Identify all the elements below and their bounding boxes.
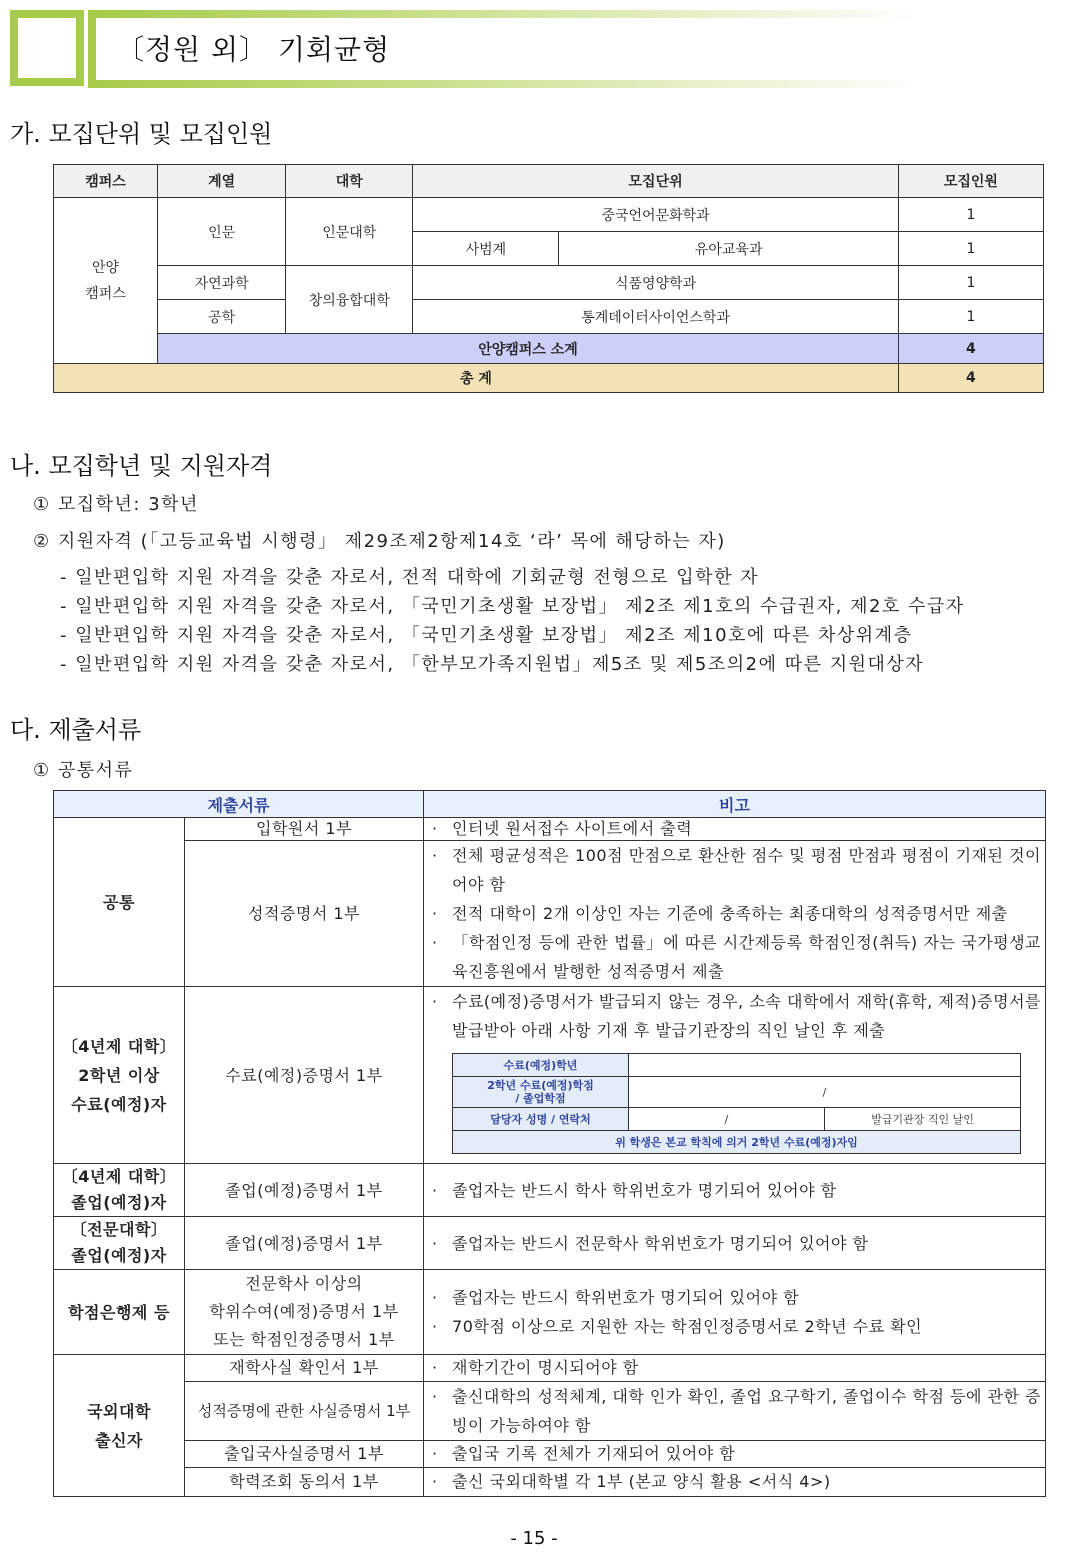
eligibility-bullet: - 일반편입학 지원 자격을 갖춘 자로서, 「한부모가족지원법」제5조 및 제5조의2에 따른 지원대상자 xyxy=(60,654,925,675)
note-text: 졸업자는 반드시 학위번호가 명기되어 있어야 함 xyxy=(452,1288,800,1307)
bullet-dot: · xyxy=(432,1233,438,1253)
note-text: 출입국 기록 전체가 기재되어 있어야 함 xyxy=(452,1444,736,1463)
note-cell xyxy=(424,841,1046,987)
category-line: 수료(예정)자 xyxy=(71,1094,167,1114)
note-text: 졸업자는 반드시 전문학사 학위번호가 명기되어 있어야 함 xyxy=(452,1233,869,1253)
grade-item: ① 모집학년: 3학년 xyxy=(33,494,199,515)
eligibility-bullet: - 일반편입학 지원 자격을 갖춘 자로서, 「국민기초생활 보장법」 제2조 제10호에 따른 차상위계층 xyxy=(60,625,913,646)
recruitment-table xyxy=(53,164,1044,393)
table-row xyxy=(54,1270,1046,1355)
form-value-contact: / xyxy=(629,1108,825,1131)
header-documents: 제출서류 xyxy=(54,791,424,818)
category-line: 2학년 이상 xyxy=(78,1065,160,1085)
form-label-contact: 담당자 성명 / 연락처 xyxy=(453,1108,629,1131)
unit-cell: 식품영양학과 xyxy=(413,266,898,300)
bullet-dot: · xyxy=(432,1288,438,1307)
unit-cell: 유아교육과 xyxy=(559,232,898,266)
bullet-dot: · xyxy=(432,1472,438,1491)
field-cell: 인문 xyxy=(158,198,286,266)
category-cell xyxy=(54,1164,185,1217)
banner-bar-decoration xyxy=(88,10,96,88)
college-cell: 창의융합대학 xyxy=(286,266,413,334)
form-label-credits xyxy=(453,1077,629,1108)
bullet-dot: · xyxy=(432,819,438,838)
table-row xyxy=(54,1164,1046,1217)
bullet-dot: · xyxy=(432,904,438,923)
note-cell xyxy=(424,1270,1046,1355)
banner-bottom-stripe xyxy=(96,80,926,88)
note-cell xyxy=(424,1468,1046,1497)
category-cell: 학점은행제 등 xyxy=(54,1270,185,1355)
table-row xyxy=(54,198,1044,232)
note-text: 「학점인정 등에 관한 법률」에 따른 시간제등록 학점인정(취득) 자는 국가평생교육진흥원에서 발행한 성적증명서 제출 xyxy=(452,933,1042,981)
note-text: 수료(예정)증명서가 발급되지 않는 경우, 소속 대학에서 재학(휴학, 제적)증명서를 발급받아 아래 사항 기재 후 발급기관장의 직인 날인 후 제출 xyxy=(452,992,1042,1040)
document-line: 또는 학점인정증명서 1부 xyxy=(213,1330,395,1349)
note-bullet xyxy=(432,818,1041,840)
form-label-line: 2학년 수료(예정)학점 xyxy=(487,1079,594,1092)
note-bullet xyxy=(432,1283,1041,1312)
form-row xyxy=(453,1108,1021,1131)
table-row xyxy=(54,1441,1046,1468)
table-header-row xyxy=(54,165,1044,198)
banner-top-stripe xyxy=(96,10,926,18)
bullet-dot: · xyxy=(432,933,438,952)
count-cell: 1 xyxy=(898,198,1043,232)
subtotal-row xyxy=(54,334,1044,364)
note-cell xyxy=(424,1164,1046,1217)
note-text: 출신대학의 성적체계, 대학 인가 확인, 졸업 요구학기, 졸업이수 학점 등에 관한 증빙이 가능하여야 함 xyxy=(452,1387,1042,1435)
category-cell xyxy=(54,1355,185,1497)
table-row xyxy=(54,266,1044,300)
note-bullet xyxy=(432,928,1041,986)
table-row xyxy=(54,300,1044,334)
table-header-row xyxy=(54,791,1046,818)
document-cell: 수료(예정)증명서 1부 xyxy=(185,987,424,1164)
table-row xyxy=(54,1217,1046,1270)
document-cell xyxy=(185,1270,424,1355)
header-field: 계열 xyxy=(158,165,286,198)
note-bullet xyxy=(432,1441,1041,1467)
section-heading-recruitment-units: 가. 모집단위 및 모집인원 xyxy=(10,120,273,148)
note-bullet xyxy=(432,1176,1041,1205)
table-row xyxy=(54,1355,1046,1382)
form-value-credits: / xyxy=(629,1077,1021,1108)
category-cell: 공통 xyxy=(54,818,185,987)
eligibility-item: ② 지원자격 (「고등교육법 시행령」 제29조제2항제14호 ‘라’ 목에 해당하는 자) xyxy=(33,531,726,552)
category-line: 출신자 xyxy=(95,1430,143,1450)
document-line: 전문학사 이상의 xyxy=(245,1274,363,1293)
bullet-dot: · xyxy=(432,846,438,865)
header-notes: 비고 xyxy=(424,791,1046,818)
document-line: 학위수여(예정)증명서 1부 xyxy=(209,1302,399,1321)
category-line: 국외대학 xyxy=(87,1401,151,1421)
note-bullet xyxy=(432,987,1041,1045)
college-cell: 인문대학 xyxy=(286,198,413,266)
header-campus: 캠퍼스 xyxy=(54,165,158,198)
campus-line2: 캠퍼스 xyxy=(85,285,126,302)
note-cell xyxy=(424,1217,1046,1270)
sub-category-cell: 사범계 xyxy=(413,232,559,266)
campus-line1: 안양 xyxy=(92,259,120,276)
campus-cell xyxy=(54,198,158,364)
table-row xyxy=(54,1382,1046,1441)
unit-cell: 중국언어문화학과 xyxy=(413,198,898,232)
category-cell xyxy=(54,987,185,1164)
bullet-dot: · xyxy=(432,1317,438,1336)
note-bullet xyxy=(432,1382,1041,1440)
form-row xyxy=(453,1131,1021,1154)
count-cell: 1 xyxy=(898,300,1043,334)
form-seal-cell: 발급기관장 직인 날인 xyxy=(825,1108,1021,1131)
note-text: 전적 대학이 2개 이상인 자는 기준에 충족하는 최종대학의 성적증명서만 제출 xyxy=(452,904,1008,923)
page-title: 〔정원 외〕 기회균형 xyxy=(116,33,391,66)
header-unit: 모집단위 xyxy=(413,165,898,198)
table-row xyxy=(54,841,1046,987)
note-bullet xyxy=(432,1229,1041,1258)
total-row xyxy=(54,364,1044,393)
note-bullet xyxy=(432,899,1041,928)
bullet-dot: · xyxy=(432,1387,438,1406)
document-cell: 성적증명서 1부 xyxy=(185,841,424,987)
note-cell xyxy=(424,1355,1046,1382)
note-text: 70학점 이상으로 지원한 자는 학점인정증명서로 2학년 수료 확인 xyxy=(452,1317,923,1336)
document-cell: 성적증명에 관한 사실증명서 1부 xyxy=(185,1382,424,1441)
document-cell: 재학사실 확인서 1부 xyxy=(185,1355,424,1382)
completion-form-table xyxy=(452,1053,1021,1154)
common-documents-item: ① 공통서류 xyxy=(33,760,134,781)
bullet-dot: · xyxy=(432,992,438,1011)
form-row xyxy=(453,1054,1021,1077)
note-text: 전체 평균성적은 100점 만점으로 환산한 점수 및 평점 만점과 평점이 기재된 것이어야 함 xyxy=(452,846,1042,894)
note-bullet xyxy=(432,841,1041,899)
table-row xyxy=(54,1468,1046,1497)
form-label-line: / 졸업학점 xyxy=(515,1092,566,1105)
header-count: 모집인원 xyxy=(898,165,1043,198)
table-row xyxy=(54,987,1046,1164)
form-row xyxy=(453,1077,1021,1108)
category-line: 졸업(예정)자 xyxy=(71,1246,167,1265)
bullet-dot: · xyxy=(432,1358,438,1377)
form-label-grade: 수료(예정)학년 xyxy=(453,1054,629,1077)
note-bullet xyxy=(432,1312,1041,1341)
section-heading-documents: 다. 제출서류 xyxy=(10,716,142,744)
form-footer: 위 학생은 본교 학칙에 의거 2학년 수료(예정)자임 xyxy=(453,1131,1021,1154)
form-value-grade xyxy=(629,1054,1021,1077)
note-cell xyxy=(424,818,1046,841)
field-cell: 자연과학 xyxy=(158,266,286,300)
note-bullet xyxy=(432,1355,1041,1381)
category-line: 〔4년제 대학〕 xyxy=(61,1036,177,1056)
note-bullet xyxy=(432,1468,1041,1496)
eligibility-bullet: - 일반편입학 지원 자격을 갖춘 자로서, 「국민기초생활 보장법」 제2조 제1호의 수급권자, 제2호 수급자 xyxy=(60,596,965,617)
unit-cell: 통계데이터사이언스학과 xyxy=(413,300,898,334)
count-cell: 1 xyxy=(898,232,1043,266)
total-label: 총 계 xyxy=(54,364,899,393)
document-cell: 입학원서 1부 xyxy=(185,818,424,841)
page-number: - 15 - xyxy=(510,1528,558,1549)
banner-square-decoration xyxy=(10,10,84,86)
section-heading-eligibility: 나. 모집학년 및 지원자격 xyxy=(10,452,273,480)
eligibility-bullet: - 일반편입학 지원 자격을 갖춘 자로서, 전적 대학에 기회균형 전형으로 입학한 자 xyxy=(60,567,760,588)
note-text: 재학기간이 명시되어야 함 xyxy=(452,1358,639,1377)
bullet-dot: · xyxy=(432,1180,438,1200)
document-cell: 학력조회 동의서 1부 xyxy=(185,1468,424,1497)
subtotal-label: 안양캠퍼스 소계 xyxy=(158,334,899,364)
table-row xyxy=(54,818,1046,841)
documents-table xyxy=(53,790,1046,1497)
category-line: 졸업(예정)자 xyxy=(71,1193,167,1212)
header-college: 대학 xyxy=(286,165,413,198)
count-cell: 1 xyxy=(898,266,1043,300)
field-cell: 공학 xyxy=(158,300,286,334)
total-count: 4 xyxy=(898,364,1043,393)
note-text: 졸업자는 반드시 학사 학위번호가 명기되어 있어야 함 xyxy=(452,1180,837,1200)
note-text: 인터넷 원서접수 사이트에서 출력 xyxy=(452,819,693,838)
category-line: 〔4년제 대학〕 xyxy=(61,1167,177,1186)
bullet-dot: · xyxy=(432,1444,438,1463)
note-cell xyxy=(424,1441,1046,1468)
note-cell xyxy=(424,987,1046,1164)
category-line: 〔전문대학〕 xyxy=(70,1220,168,1239)
document-cell: 졸업(예정)증명서 1부 xyxy=(185,1217,424,1270)
document-cell: 출입국사실증명서 1부 xyxy=(185,1441,424,1468)
note-cell xyxy=(424,1382,1046,1441)
document-cell: 졸업(예정)증명서 1부 xyxy=(185,1164,424,1217)
category-cell xyxy=(54,1217,185,1270)
subtotal-count: 4 xyxy=(898,334,1043,364)
note-text: 출신 국외대학별 각 1부 (본교 양식 활용 <서식 4>) xyxy=(452,1472,831,1491)
